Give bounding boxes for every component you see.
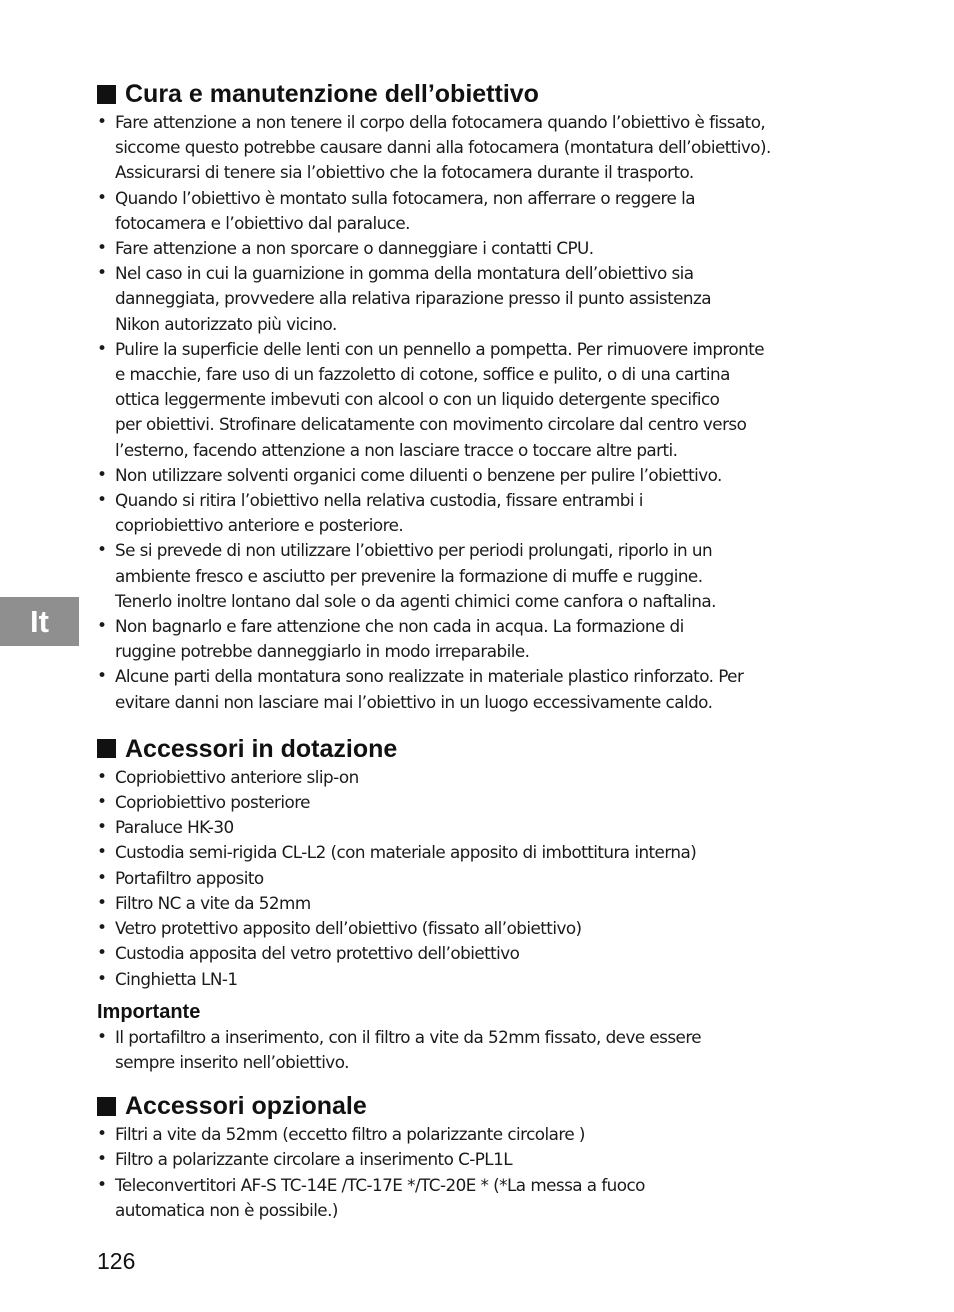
list-item: • Vetro protettivo apposito dell’obiettivo (fissato all’obiettivo) bbox=[97, 916, 897, 941]
document-body bbox=[97, 78, 897, 1223]
list-item: • Alcune parti della montatura sono realizzate in materiale plastico rinforzato. Per evitare danni non lasciare mai l’obiettivo in un luogo eccessivamente caldo. bbox=[97, 664, 897, 714]
list-item: • Pulire la superficie delle lenti con un pennello a pompetta. Per rimuovere impronte e macchie, fare uso di un fazzoletto di cotone, soffice e pulito, o di una cartina ottica leggermente imbevuti con alcool o con un liquido detergente specifico per obiettivi. Strofinare delicatamente con movimento circolare dal centro verso l’esterno, facendo attenzione a non lasciare tracce o toccare altre parti. bbox=[97, 337, 897, 463]
square-bullet-icon bbox=[97, 739, 116, 758]
list-item: • Quando l’obiettivo è montato sulla fotocamera, non afferrare o reggere la fotocamera e l’obiettivo dal paraluce. bbox=[97, 186, 897, 236]
list-item: • Cinghietta LN-1 bbox=[97, 967, 897, 992]
list-item: • Paraluce HK-30 bbox=[97, 815, 897, 840]
list-item: • Custodia apposita del vetro protettivo dell’obiettivo bbox=[97, 941, 897, 966]
list-item: • Copriobiettivo anteriore slip-on bbox=[97, 765, 897, 790]
list-item: • Filtro NC a vite da 52mm bbox=[97, 891, 897, 916]
list-item: • Teleconvertitori AF-S TC-14E /TC-17E */TC-20E * (*La messa a fuoco automatica non è possibile.) bbox=[97, 1173, 897, 1223]
section-heading-optional-accessories bbox=[97, 1090, 897, 1122]
language-tab: It bbox=[0, 597, 79, 646]
list-item: • Filtro a polarizzante circolare a inserimento C-PL1L bbox=[97, 1147, 897, 1172]
section-heading-included-accessories bbox=[97, 733, 897, 765]
section-title: Accessori in dotazione bbox=[125, 734, 398, 763]
list-item: • Portafiltro apposito bbox=[97, 866, 897, 891]
square-bullet-icon bbox=[97, 85, 116, 104]
included-accessories-list bbox=[97, 765, 897, 992]
section-heading-care bbox=[97, 78, 897, 110]
page-number: 126 bbox=[97, 1248, 136, 1274]
list-item: • Se si prevede di non utilizzare l’obiettivo per periodi prolungati, riporlo in un ambiente fresco e asciutto per prevenire la formazione di muffe e ruggine. Tenerlo inoltre lontano dal sole o da agenti chimici come canfora o naftalina. bbox=[97, 538, 897, 614]
list-item: • Filtri a vite da 52mm (eccetto filtro a polarizzante circolare ) bbox=[97, 1122, 897, 1147]
list-item: • Quando si ritira l’obiettivo nella relativa custodia, fissare entrambi i copriobiettivo anteriore e posteriore. bbox=[97, 488, 897, 538]
list-item: • Il portafiltro a inserimento, con il filtro a vite da 52mm fissato, deve essere sempre inserito nell’obiettivo. bbox=[97, 1025, 897, 1075]
list-item: • Non bagnarlo e fare attenzione che non cada in acqua. La formazione di ruggine potrebbe danneggiarlo in modo irreparabile. bbox=[97, 614, 897, 664]
list-item: • Non utilizzare solventi organici come diluenti o benzene per pulire l’obiettivo. bbox=[97, 463, 897, 488]
list-item: • Nel caso in cui la guarnizione in gomma della montatura dell’obiettivo sia danneggiata, provvedere alla relativa riparazione presso il punto assistenza Nikon autorizzato più vicino. bbox=[97, 261, 897, 337]
square-bullet-icon bbox=[97, 1097, 116, 1116]
list-item: • Copriobiettivo posteriore bbox=[97, 790, 897, 815]
important-note-title: Importante bbox=[97, 1000, 201, 1023]
list-item: • Fare attenzione a non sporcare o danneggiare i contatti CPU. bbox=[97, 236, 897, 261]
section-title: Cura e manutenzione dell’obiettivo bbox=[125, 80, 539, 108]
list-item: • Fare attenzione a non tenere il corpo della fotocamera quando l’obiettivo è fissato, siccome questo potrebbe causare danni alla fotocamera (montatura dell’obiettivo). Assicurarsi di tenere sia l’obiettivo che la fotocamera durante il trasporto. bbox=[97, 110, 897, 186]
section-title: Accessori opzionale bbox=[125, 1092, 367, 1121]
optional-accessories-list bbox=[97, 1122, 897, 1223]
list-item: • Custodia semi-rigida CL-L2 (con materiale apposito di imbottitura interna) bbox=[97, 840, 897, 865]
care-list bbox=[97, 110, 897, 715]
important-note-list bbox=[97, 1025, 897, 1075]
